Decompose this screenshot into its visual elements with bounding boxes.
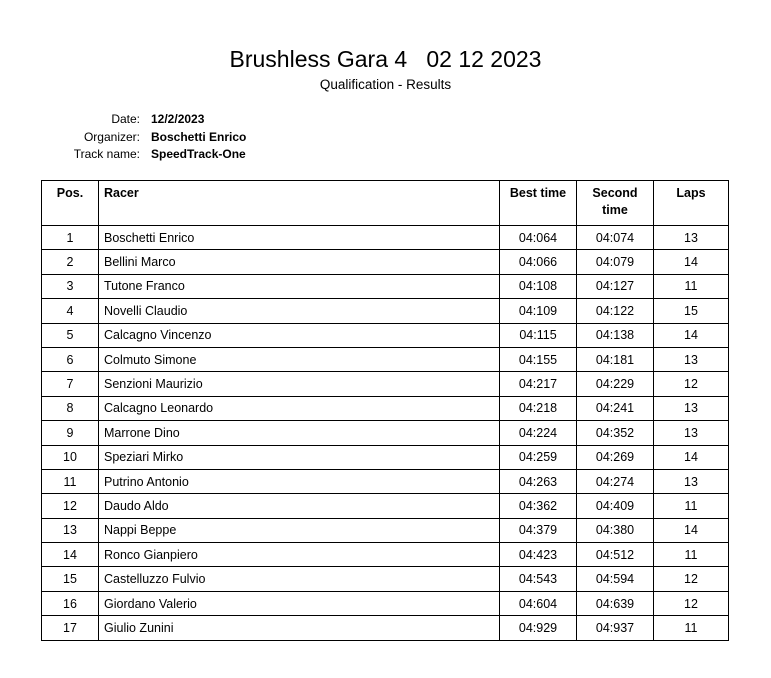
cell-pos: 7 (42, 372, 99, 396)
cell-racer: Marrone Dino (99, 421, 500, 445)
cell-pos: 16 (42, 591, 99, 615)
cell-racer: Calcagno Vincenzo (99, 323, 500, 347)
page-title: Brushless Gara 4 02 12 2023 (229, 46, 542, 72)
cell-pos: 10 (42, 445, 99, 469)
cell-laps: 13 (654, 469, 729, 493)
cell-racer: Senzioni Maurizio (99, 372, 500, 396)
cell-best-time: 04:263 (500, 469, 577, 493)
cell-best-time: 04:066 (500, 250, 577, 274)
table-row (42, 421, 729, 445)
cell-laps: 13 (654, 347, 729, 371)
cell-laps: 12 (654, 372, 729, 396)
cell-laps: 14 (654, 323, 729, 347)
cell-second-time: 04:079 (577, 250, 654, 274)
cell-racer: Daudo Aldo (99, 494, 500, 518)
cell-laps: 13 (654, 396, 729, 420)
cell-pos: 13 (42, 518, 99, 542)
table-row (42, 226, 729, 250)
cell-pos: 12 (42, 494, 99, 518)
cell-pos: 15 (42, 567, 99, 591)
table-row (42, 445, 729, 469)
cell-racer: Colmuto Simone (99, 347, 500, 371)
cell-best-time: 04:362 (500, 494, 577, 518)
cell-second-time: 04:274 (577, 469, 654, 493)
cell-racer: Bellini Marco (99, 250, 500, 274)
organizer-label: Organizer: (83, 129, 140, 144)
page-subtitle: Qualification - Results (319, 77, 452, 92)
date-value: 12/2/2023 (151, 112, 205, 126)
date-label: Date: (111, 112, 140, 126)
cell-second-time: 04:639 (577, 591, 654, 615)
table-row (42, 543, 729, 567)
table-row (42, 250, 729, 274)
cell-second-time: 04:594 (577, 567, 654, 591)
table-row (42, 299, 729, 323)
cell-second-time: 04:380 (577, 518, 654, 542)
cell-laps: 12 (654, 591, 729, 615)
cell-laps: 15 (654, 299, 729, 323)
table-row (42, 469, 729, 493)
cell-second-time: 04:181 (577, 347, 654, 371)
cell-laps: 14 (654, 250, 729, 274)
cell-best-time: 04:064 (500, 226, 577, 250)
cell-best-time: 04:604 (500, 591, 577, 615)
cell-best-time: 04:379 (500, 518, 577, 542)
results-body (42, 226, 729, 641)
cell-racer: Speziari Mirko (99, 445, 500, 469)
cell-best-time: 04:929 (500, 616, 577, 640)
table-row (42, 347, 729, 371)
track-label: Track name: (73, 147, 140, 161)
header-best-time: Best time (500, 181, 577, 226)
cell-pos: 14 (42, 543, 99, 567)
results-table (41, 180, 729, 641)
cell-best-time: 04:217 (500, 372, 577, 396)
cell-pos: 6 (42, 347, 99, 371)
cell-second-time: 04:409 (577, 494, 654, 518)
cell-second-time: 04:512 (577, 543, 654, 567)
table-row (42, 616, 729, 640)
cell-laps: 11 (654, 274, 729, 298)
cell-second-time: 04:241 (577, 396, 654, 420)
cell-second-time: 04:352 (577, 421, 654, 445)
table-row (42, 274, 729, 298)
cell-racer: Nappi Beppe (99, 518, 500, 542)
cell-racer: Giordano Valerio (99, 591, 500, 615)
cell-best-time: 04:423 (500, 543, 577, 567)
cell-pos: 9 (42, 421, 99, 445)
header-pos: Pos. (42, 181, 99, 226)
cell-pos: 1 (42, 226, 99, 250)
cell-best-time: 04:155 (500, 347, 577, 371)
cell-pos: 11 (42, 469, 99, 493)
cell-racer: Putrino Antonio (99, 469, 500, 493)
cell-best-time: 04:115 (500, 323, 577, 347)
cell-second-time: 04:127 (577, 274, 654, 298)
table-row (42, 323, 729, 347)
cell-best-time: 04:218 (500, 396, 577, 420)
organizer-value: Boschetti Enrico (151, 129, 247, 144)
cell-racer: Ronco Gianpiero (99, 543, 500, 567)
track-value: SpeedTrack-One (151, 147, 246, 161)
table-header-row (42, 181, 729, 226)
cell-pos: 4 (42, 299, 99, 323)
header-racer: Racer (99, 181, 500, 226)
table-row (42, 591, 729, 615)
cell-laps: 11 (654, 616, 729, 640)
cell-second-time: 04:269 (577, 445, 654, 469)
cell-pos: 5 (42, 323, 99, 347)
cell-pos: 2 (42, 250, 99, 274)
cell-best-time: 04:224 (500, 421, 577, 445)
cell-second-time: 04:937 (577, 616, 654, 640)
cell-best-time: 04:109 (500, 299, 577, 323)
cell-pos: 17 (42, 616, 99, 640)
cell-laps: 14 (654, 445, 729, 469)
table-row (42, 494, 729, 518)
cell-laps: 13 (654, 226, 729, 250)
table-row (42, 372, 729, 396)
table-row (42, 518, 729, 542)
cell-laps: 12 (654, 567, 729, 591)
cell-laps: 11 (654, 543, 729, 567)
table-row (42, 396, 729, 420)
cell-best-time: 04:108 (500, 274, 577, 298)
cell-racer: Novelli Claudio (99, 299, 500, 323)
cell-second-time: 04:138 (577, 323, 654, 347)
cell-pos: 8 (42, 396, 99, 420)
cell-second-time: 04:229 (577, 372, 654, 396)
cell-racer: Castelluzzo Fulvio (99, 567, 500, 591)
header-laps: Laps (654, 181, 729, 226)
cell-laps: 14 (654, 518, 729, 542)
cell-laps: 11 (654, 494, 729, 518)
table-row (42, 567, 729, 591)
cell-second-time: 04:122 (577, 299, 654, 323)
cell-racer: Calcagno Leonardo (99, 396, 500, 420)
cell-racer: Giulio Zunini (99, 616, 500, 640)
header-second-time: Second time (577, 181, 654, 226)
cell-laps: 13 (654, 421, 729, 445)
cell-racer: Tutone Franco (99, 274, 500, 298)
cell-pos: 3 (42, 274, 99, 298)
cell-best-time: 04:543 (500, 567, 577, 591)
cell-second-time: 04:074 (577, 226, 654, 250)
cell-racer: Boschetti Enrico (99, 226, 500, 250)
cell-best-time: 04:259 (500, 445, 577, 469)
